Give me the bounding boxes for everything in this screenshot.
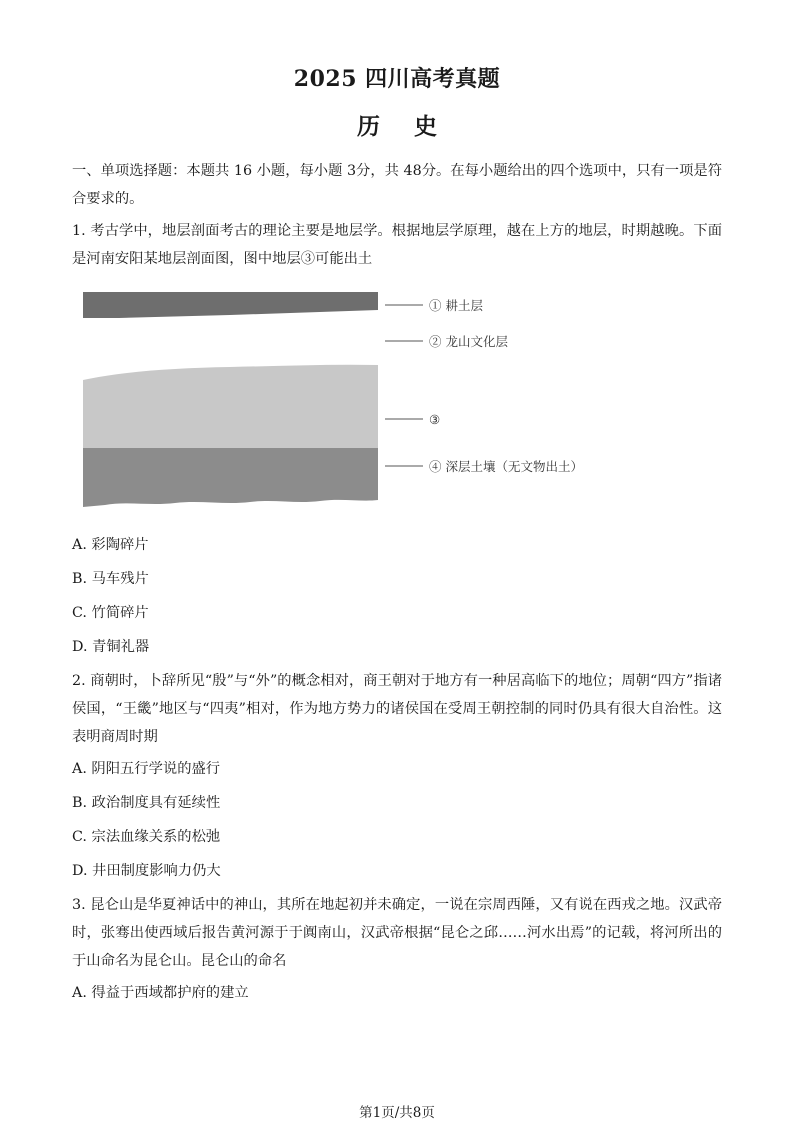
layer-label-2: ② 龙山文化层 [429, 334, 508, 349]
layer-4-band [83, 448, 378, 507]
q1-option-b: B. 马车残片 [72, 571, 149, 587]
layer-label-3: ③ [429, 412, 441, 427]
q2-option-a: A. 阴阳五行学说的盛行 [72, 761, 221, 777]
question-2-stem: 2. 商朝时，卜辞所见“殷”与“外”的概念相对，商王朝对于地方有一种居高临下的地位；周朝“四方”指诸侯国，“王畿”地区与“四夷”相对，作为地方势力的诸侯国在受周王朝控制的同时仍具有很大自治性。这表明商周时期 [72, 673, 722, 745]
q1-option-d: D. 青铜礼器 [72, 639, 150, 655]
layer-label-4: ④ 深层土壤（无文物出土） [429, 459, 583, 474]
q2-option-d: D. 井田制度影响力仍大 [72, 863, 221, 879]
page-footer: 第1页/共8页 [359, 1105, 435, 1121]
q2-option-c: C. 宗法血缘关系的松弛 [72, 829, 221, 845]
layer-1-band [83, 292, 378, 319]
q1-option-c: C. 竹简碎片 [72, 605, 149, 621]
section-instruction: 一、单项选择题：本题共 16 小题，每小题 3分，共 48分。在每小题给出的四个选项中，只有一项是符合要求的。 [72, 163, 722, 207]
q3-option-a: A. 得益于西域都护府的建立 [72, 985, 249, 1001]
layer-label-1: ① 耕土层 [429, 298, 483, 313]
q2-option-b: B. 政治制度具有延续性 [72, 795, 221, 811]
question-3-stem: 3. 昆仑山是华夏神话中的神山，其所在地起初并未确定，一说在宗周西陲，又有说在西戎之地。汉武帝时，张骞出使西域后报告黄河源于于阗南山，汉武帝根据“昆仑之邱……河水出焉”的记载，将河所出的于山命名为昆仑山。昆仑山的命名 [72, 897, 722, 969]
q1-option-a: A. 彩陶碎片 [72, 537, 149, 553]
layer-3-band [83, 365, 378, 448]
question-1-stem: 1. 考古学中，地层剖面考古的理论主要是地层学。根据地层学原理，越在上方的地层，时期越晚。下面是河南安阳某地层剖面图，图中地层③可能出土 [72, 223, 722, 267]
subject-title: 历史 [357, 113, 471, 140]
stratigraphy-figure [80, 288, 620, 513]
page-title: 2025 四川高考真题 [293, 66, 501, 92]
